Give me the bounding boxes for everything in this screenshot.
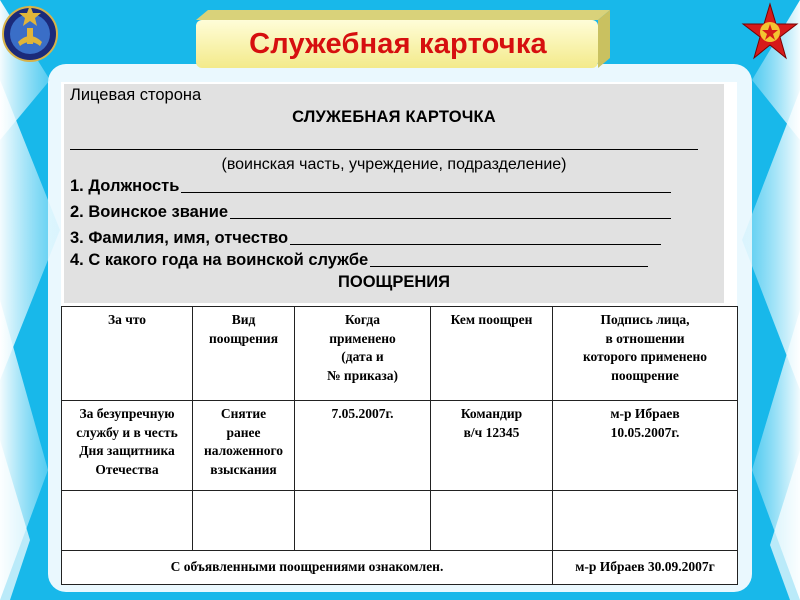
card-title: СЛУЖЕБНАЯ КАРТОЧКА xyxy=(292,108,496,126)
table-cell: м-р Ибраев 10.05.2007г. xyxy=(553,401,738,491)
table-cell xyxy=(62,491,193,551)
table-cell xyxy=(553,491,738,551)
table-cell xyxy=(431,491,553,551)
signature-text: м-р Ибраев 30.09.2007г xyxy=(553,551,738,585)
table-cell: Снятие ранее наложенного взыскания xyxy=(193,401,295,491)
table-cell xyxy=(295,491,431,551)
table-footer-row xyxy=(62,551,738,585)
red-star-emblem-icon xyxy=(740,0,800,68)
field-label: 4. С какого года на воинской службе xyxy=(70,251,369,269)
field-label: 2. Воинское звание xyxy=(70,203,229,221)
table-header-row xyxy=(62,307,738,401)
card-front-side xyxy=(64,84,724,303)
table-cell: Командир в/ч 12345 xyxy=(431,401,553,491)
header-cell: Вид поощрения xyxy=(193,307,295,401)
header-cell: За что xyxy=(62,307,193,401)
field-position xyxy=(70,177,671,196)
field-blank-line xyxy=(370,266,648,267)
unit-line xyxy=(70,149,698,150)
slide-title: Служебная карточка xyxy=(249,27,547,60)
header-cell: Когда применено (дата и № приказа) xyxy=(295,307,431,401)
side-label: Лицевая сторона xyxy=(70,86,202,104)
table-cell xyxy=(193,491,295,551)
field-blank-line xyxy=(290,244,661,245)
acknowledgement-text: С объявленными поощрениями ознакомлен. xyxy=(62,551,553,585)
field-blank-line xyxy=(230,218,671,219)
field-label: 3. Фамилия, имя, отчество xyxy=(70,229,289,247)
awards-section-title: ПООЩРЕНИЯ xyxy=(338,273,450,291)
field-label: 1. Должность xyxy=(70,177,180,195)
field-service-start xyxy=(70,251,648,270)
field-rank xyxy=(70,203,671,222)
table-row xyxy=(62,401,738,491)
unit-caption: (воинская часть, учреждение, подразделение) xyxy=(221,156,567,173)
military-emblem-icon xyxy=(0,0,60,68)
table-row xyxy=(62,491,738,551)
awards-table xyxy=(61,306,738,585)
table-cell: За безупречную службу и в честь Дня защитника Отечества xyxy=(62,401,193,491)
field-full-name xyxy=(70,229,661,248)
header-cell: Подпись лица, в отношении которого применено поощрение xyxy=(553,307,738,401)
table-cell: 7.05.2007г. xyxy=(295,401,431,491)
field-blank-line xyxy=(181,192,671,193)
header-cell: Кем поощрен xyxy=(431,307,553,401)
